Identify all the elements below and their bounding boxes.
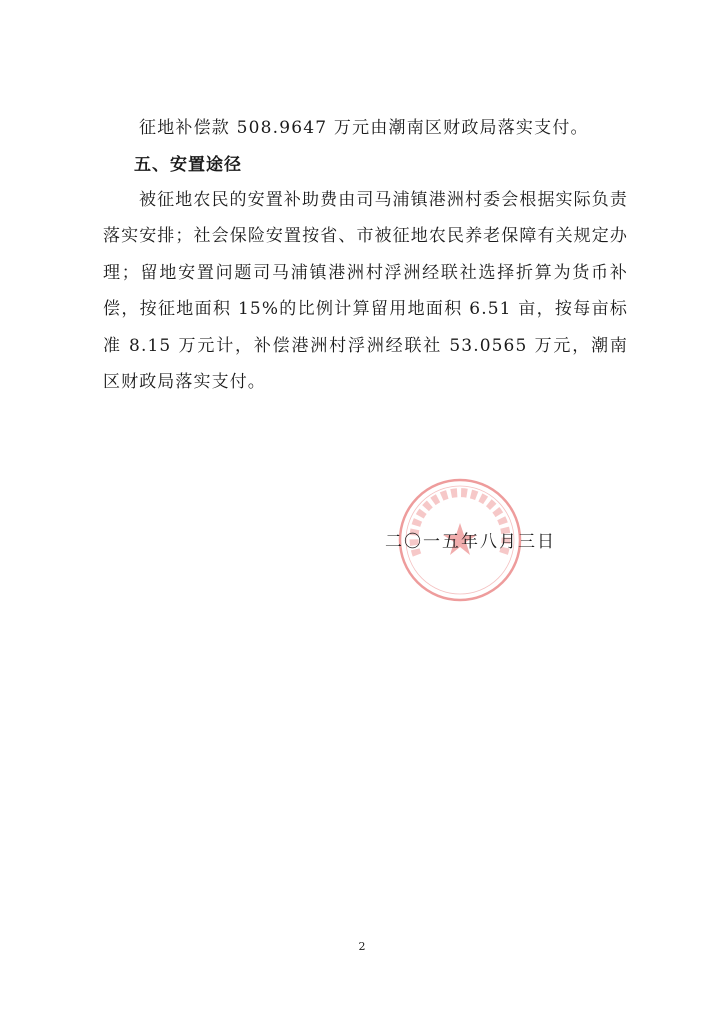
document-date: 二〇一五年八月三日 xyxy=(385,532,556,552)
resettlement-paragraph: 被征地农民的安置补助费由司马浦镇港洲村委会根据实际负责落实安排；社会保险安置按省、市被征地农民养老保障有关规定办理；留地安置问题司马浦镇港洲村浮洲经联社选择折算为货币补偿，按征地面积 15%的比例计算留用地面积 6.51 亩，按每亩标准 8.15 万元计，补偿港洲村浮洲经联社 53.0565 万元，潮南区财政局落实支付。 xyxy=(103,190,628,393)
section-heading: 五、安置途径 xyxy=(134,155,242,175)
page-number: 2 xyxy=(358,940,366,953)
payment-line: 征地补偿款 508.9647 万元由潮南区财政局落实支付。 xyxy=(139,118,589,138)
